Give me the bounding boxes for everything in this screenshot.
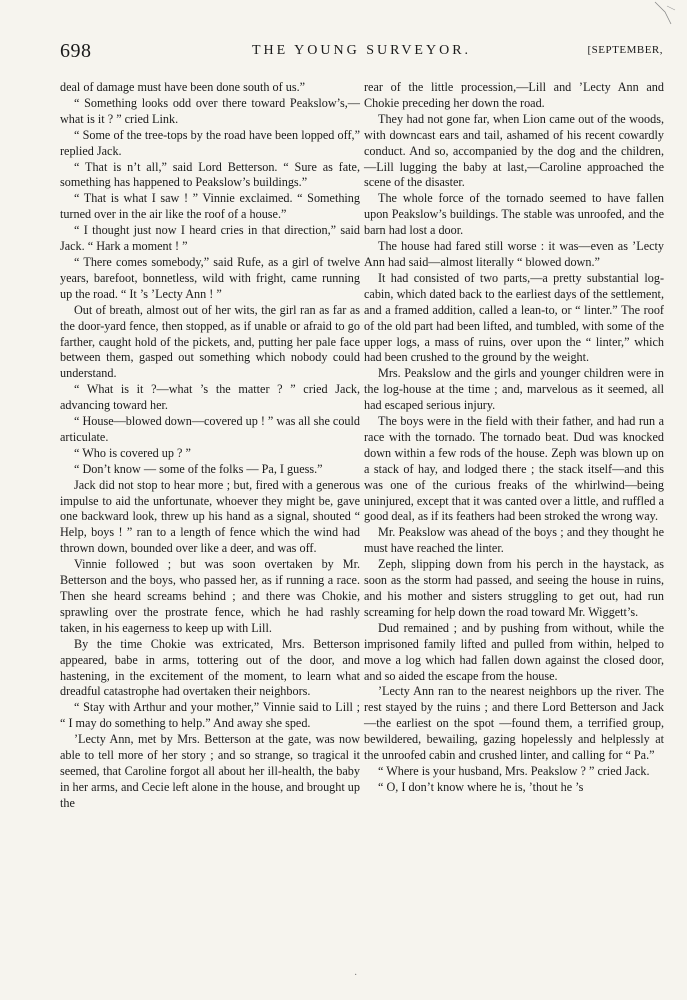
paragraph: ’Lecty Ann ran to the nearest neighbors up the river. The rest stayed by the ruins ; and there Lord Betterson and Jack—the earliest on the spot —found them, a terrified group, bewildered, bewailing, gazing hopelessly and helplessly at the unroofed cabin and crushed linter, and calling for “ Pa.” <box>364 684 664 763</box>
paragraph: Mr. Peakslow was ahead of the boys ; and they thought he must have reached the linter. <box>364 525 664 556</box>
paragraph: “ That is n’t all,” said Lord Betterson. “ Sure as fate, something has happened to Peakslow’s buildings.” <box>60 159 360 190</box>
paragraph: Dud remained ; and by pushing from without, while the imprisoned family lifted and pulled from within, helped to move a log which had fallen down against the closed door, and so aided the escape from the house. <box>364 620 664 683</box>
paragraph: The house had fared still worse : it was—even as ’Lecty Ann had said—almost literally “ blowed down.” <box>364 239 664 269</box>
paragraph: “ House—blowed down—covered up ! ” was all she could articulate. <box>60 414 360 444</box>
paragraph: “ There comes somebody,” said Rufe, as a girl of twelve years, barefoot, bonnetless, wild with fright, came running up the road. “ It ’s ’Lecty Ann ! ” <box>60 254 360 301</box>
paragraph: “ Where is your husband, Mrs. Peakslow ? ” cried Jack. <box>378 763 650 778</box>
paragraph: Zeph, slipping down from his perch in the haystack, as soon as the storm had passed, and seeing the house in ruins, and his mother and sisters struggling to get out, had run screaming for help down the road toward Mr. Wiggett’s. <box>364 557 664 619</box>
page-number: 698 <box>60 40 92 62</box>
paragraph: It had consisted of two parts,—a pretty substantial log-cabin, which dated back to the earliest days of the settlement, and a framed addition, called a lean-to, or “ linter.” The roof of the old part had been lifted, and tumbled, with some of the upper logs, a mass of ruins, over upon the “ linter,” which had been crushed to the ground by the weight. <box>364 270 664 365</box>
paragraph: They had not gone far, when Lion came out of the woods, with downcast ears and tail, ashamed of his recent cowardly conduct. And so, accompanied by the dog and the children,—Lill lugging the baby at last,—Caroline approached the scene of the disaster. <box>364 111 664 190</box>
right-column <box>364 80 664 796</box>
paragraph: By the time Chokie was extricated, Mrs. Betterson appeared, babe in arms, tottering out of the door, and hastening, in the excitement of the moment, to learn what dreadful catastrophe had overtaken their neighbors. <box>60 636 360 699</box>
page-header <box>60 40 663 64</box>
paragraph: rear of the little procession,—Lill and ’Lecty Ann and Chokie preceding her down the road. <box>364 80 664 110</box>
paragraph: “ That is what I saw ! ” Vinnie exclaimed. “ Something turned over in the air like the roof of a house.” <box>60 191 360 222</box>
paragraph: “ What is it ?—what ’s the matter ? ” cried Jack, advancing toward her. <box>60 382 360 413</box>
print-speck: · <box>354 970 358 981</box>
left-column <box>60 80 360 812</box>
paragraph: “ Stay with Arthur and your mother,” Vinnie said to Lill ; “ I may do something to help.” And away she sped. <box>60 700 360 731</box>
paragraph: Jack did not stop to hear more ; but, fired with a generous impulse to aid the unfortunate, whoever they might be, gave one backward look, threw up his hand as a signal, shouted “ Help, boys ! ” ran to a length of fence which the wind had thrown down, bounded over like a deer, and was off. <box>60 477 360 556</box>
paragraph: “ O, I don’t know where he is, ’thout he ’s <box>378 779 584 794</box>
paragraph: Out of breath, almost out of her wits, the girl ran as far as the door-yard fence, then stopped, as if unable or afraid to go farther, caught hold of the pickets, and, putting her pale face between them, gasped out something which nobody could understand. <box>60 302 360 381</box>
paragraph: “ I thought just now I heard cries in that direction,” said Jack. “ Hark a moment ! ” <box>60 223 360 254</box>
paragraph: deal of damage must have been done south of us.” <box>60 80 306 94</box>
paragraph: The whole force of the tornado seemed to have fallen upon Peakslow’s buildings. The stable was unroofed, and the barn had lost a door. <box>364 191 664 238</box>
paragraph: The boys were in the field with their father, and had run a race with the tornado. The tornado beat. Dud was knocked down within a few rods of the house. Zeph was blown up on a stack of hay, and lodged there ; the stack itself—and this was one of the curious freaks of the whirlwind—being uninjured, except that it was canted over a little, and ruffled a good deal, as if its feathers had been stroked the wrong way. <box>364 414 664 524</box>
paragraph: Mrs. Peakslow and the girls and younger children were in the log-house at the time ; and, marvelous as it seemed, all had escaped serious injury. <box>364 366 664 413</box>
paragraph: Vinnie followed ; but was soon overtaken by Mr. Betterson and the boys, who passed her, as if running a race. Then she heard screams behind ; and there was Chokie, sprawling over the prostrate fence, which he had rashly taken, in his eagerness to keep up with Lill. <box>60 557 360 635</box>
paragraph: “ Who is covered up ? ” <box>74 445 191 460</box>
running-title: THE YOUNG SURVEYOR. <box>251 43 472 58</box>
corner-scratch-mark <box>651 0 681 30</box>
paragraph: “ Don’t know — some of the folks — Pa, I guess.” <box>74 461 323 476</box>
paragraph: “ Something looks odd over there toward Peakslow’s,—what is it ? ” cried Link. <box>60 95 360 126</box>
paragraph: ’Lecty Ann, met by Mrs. Betterson at the gate, was now able to tell more of her story ; and so strange, so tragical it seemed, that Caroline forgot all about her ill-health, the baby in her arms, and Cecie left alone in the house, and brought up the <box>60 732 360 810</box>
paragraph: “ Some of the tree-tops by the road have been lopped off,” replied Jack. <box>60 127 360 158</box>
running-month: [SEPTEMBER, <box>587 44 663 56</box>
